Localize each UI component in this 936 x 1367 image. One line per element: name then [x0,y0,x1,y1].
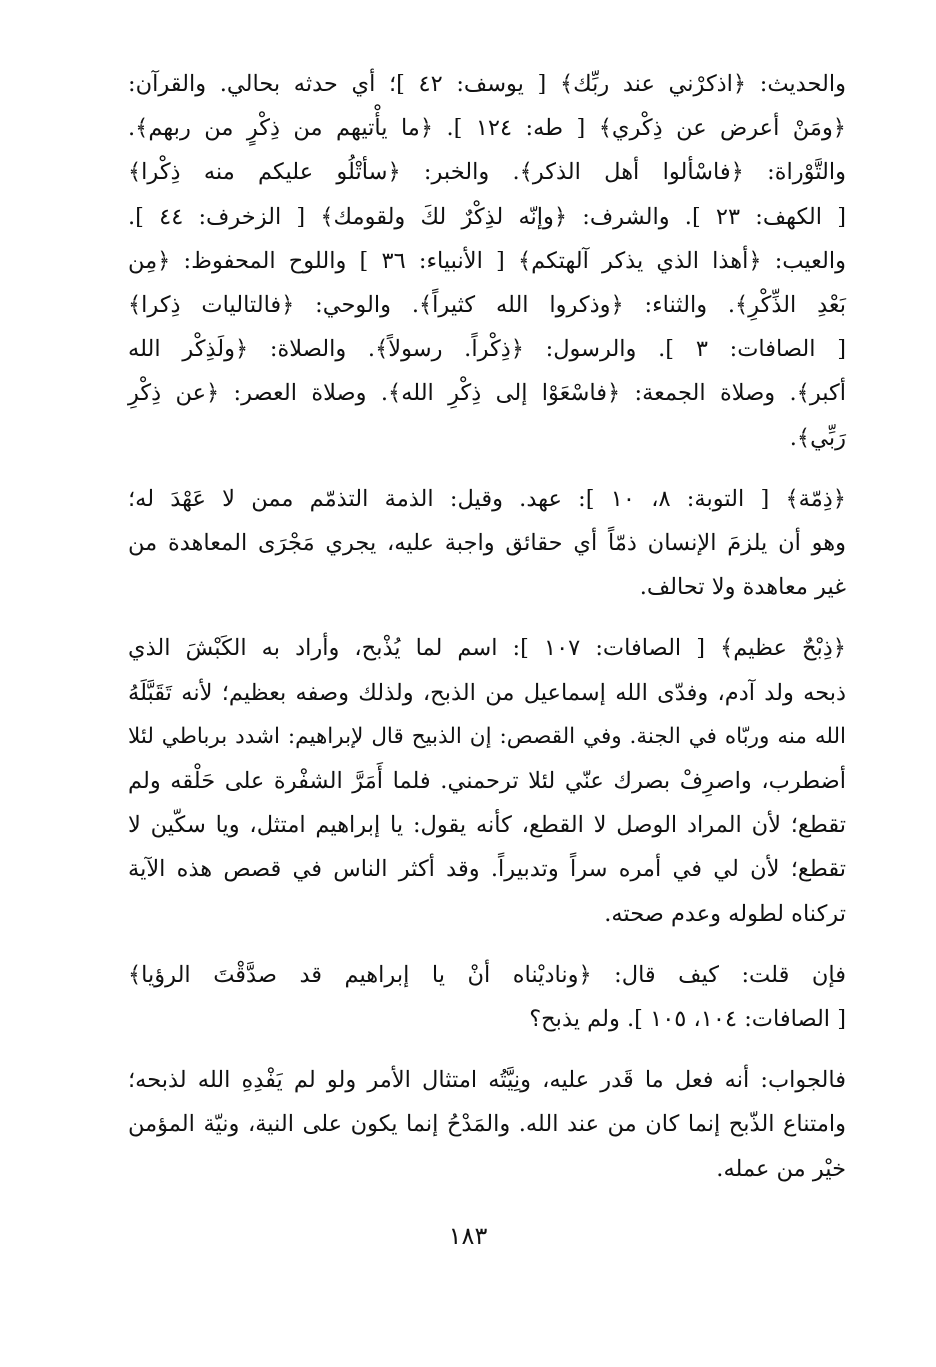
paragraph-dhikr [128,62,846,460]
text-line: [ الصافات: ١٠٤، ١٠٥ ]. ولم يذبح؟ [529,1006,846,1033]
text-line: فإن قلت: كيف قال: ﴿وناديْناه أنْ يا إبراهيم قد صدَّقْتَ الرؤيا﴾ [128,961,846,988]
text-line: تقطع؛ لأن المراد الوصل لا القطع، كأنه يقول: يا إبراهيم امتثل، ويا سكّين لا [128,812,846,839]
text-line: أكبر﴾. وصلاة الجمعة: ﴿فاسْعَوْا إلى ذِكْرِ الله﴾. وصلاة العصر: ﴿عن ذِكْرِ [128,380,846,407]
text-line: ﴿ذِمّة﴾ [ التوبة: ٨، ١٠ ]: عهد. وقيل: الذمة التذمّم ممن لا عَهْدَ له؛ [128,485,846,512]
text-line: والعيب: ﴿أهذا الذي يذكر آلهتكم﴾ [ الأنبياء: ٣٦ ] واللوح المحفوظ: ﴿مِن [128,247,846,274]
paragraph-question [128,953,846,1041]
text-line: وامتناع الذّبح إنما كان من عند الله. والمَدْحُ إنما يكون على النية، ونيّة المؤمن [128,1111,846,1138]
text-line: رَبِّي﴾. [789,424,846,451]
paragraph-dhibh [128,626,846,935]
paragraph-dhimma [128,477,846,610]
text-line: أضطرب، واصرِفْ بصرك عنّي لئلا ترحمني. فلما أَمَرَّ الشفْرة على حَلْقه ولم [128,768,846,795]
text-line: والتَّوْراة: ﴿فاسْألوا أهل الذكر﴾. والخبر: ﴿سأتْلُو عليكم منه ذِكْرا﴾ [128,159,846,186]
page-body [128,62,846,1191]
text-line: وهو أن يلزمَ الإنسان ذمّاً أي حقائق واجبة عليه، يجري مَجْرَى المعاهدة من [128,530,846,557]
text-line: والحديث: ﴿اذكرْني عند ربِّك﴾ [ يوسف: ٤٢ ]؛ أي حدثه بحالي. والقرآن: [128,71,846,97]
text-line: غير معاهدة ولا تحالف. [639,574,846,601]
text-line: [ الصافات: ٣ ]. والرسول: ﴿ذِكْراً. رسولاً﴾. والصلاة: ﴿ولَذِكْر الله [128,336,846,363]
text-line: ذبحه ولد آدم، وفدّى الله إسماعيل من الذبح، ولذلك وصفه بعظيم؛ لأنه تَقَبَّلَهُ [128,679,846,706]
text-line: خيْر من عمله. [716,1155,846,1182]
paragraph-answer [128,1058,846,1191]
text-line: ﴿ذِبْحٌ عظيم﴾ [ الصافات: ١٠٧ ]: اسم لما يُذْبح، وأراد به الكَبْشَ الذي [128,635,846,662]
text-line: تركناه لطوله وعدم صحته. [604,900,846,927]
text-line: بَعْدِ الذِّكْرِ﴾. والثناء: ﴿وذكروا الله كثيراً﴾. والوحي: ﴿فالتاليات ذِكرا﴾ [128,292,846,319]
text-line: الله منه وربّاه في الجنة. وفي القصص: إن الذبيح قال لإبراهيم: اشدد برباطي لئلا [128,723,846,749]
text-line: ﴿ومَنْ أعرض عن ذِكْري﴾ [ طه: ١٢٤ ]. ﴿ما يأْتيهم من ذِكْرٍ من ربهم﴾. [128,115,846,142]
text-line: تقطع؛ لأن لي في أمره سراً وتدبيراً. وقد أكثر الناس في قصص هذه الآية [128,856,846,883]
page-number: ١٨٣ [448,1222,488,1250]
text-line: فالجواب: أنه فعل ما قَدر عليه، ونِيَّتُه امتثال الأمر ولو لم يَفْدِهِ الله لذبحه؛ [128,1067,846,1094]
text-line: [ الكهف: ٢٣ ]. والشرف: ﴿وإنّه لذِكْرٌ لكَ ولقومك﴾ [ الزخرف: ٤٤ ]. [128,203,846,230]
